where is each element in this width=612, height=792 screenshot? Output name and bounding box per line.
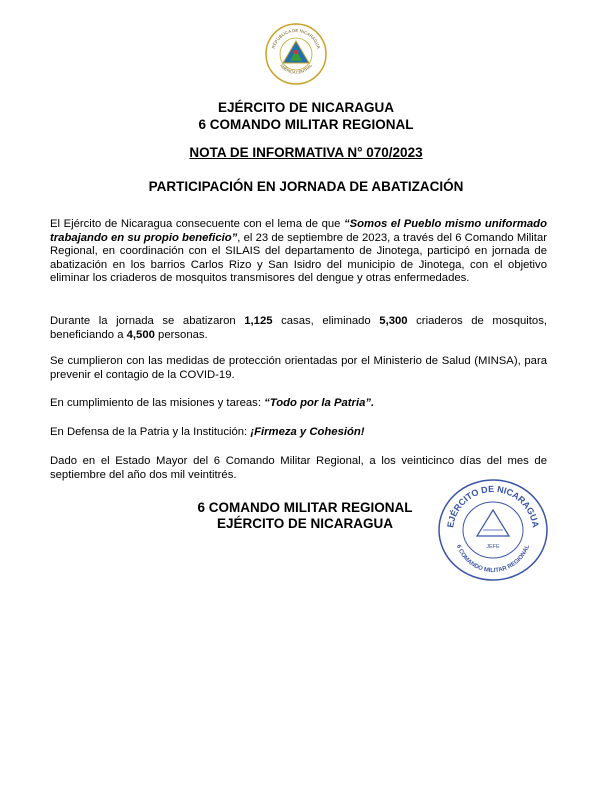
paragraph-1-body: , el 23 de septiembre de 2023, a través del 6 Comando Militar Regional, en coordinación con el SILAIS del departamento de Jinotega, participó en jornada de abatización en los barrios Carlos Rizo y San Isidro del municipio de Jinotega, con el objetivo eliminar los criaderos de mosquitos transmisores del dengue y otras enfermedades. (50, 231, 547, 284)
paragraph-2-mid: casas, eliminado (272, 315, 380, 327)
paragraph-5 (50, 426, 547, 440)
seal-top-text: REPÚBLICA DE NICARAGUA (270, 27, 322, 50)
header-institution: EJÉRCITO DE NICARAGUA (217, 100, 395, 115)
note-subject: PARTICIPACIÓN EN JORNADA DE ABATIZACIÓN (148, 179, 464, 194)
paragraph-2-mid2: criaderos de mosquitos, beneficiando a (50, 315, 547, 341)
stamp-top-text: EJÉRCITO DE NICARAGUA (445, 483, 541, 529)
paragraph-1 (50, 218, 547, 286)
national-seal-icon (265, 23, 327, 85)
paragraph-5-intro: En Defensa de la Patria y la Institución: (50, 426, 251, 438)
paragraph-2-end: personas. (154, 328, 208, 341)
motto-firmeza-y-cohesion: ¡Firmeza y Cohesión! (250, 426, 365, 438)
breeding-sites-count: 5,300 (379, 315, 408, 327)
motto-todo-por-la-patria: “Todo por la Patria”. (264, 397, 375, 409)
signoff-command: 6 COMANDO MILITAR REGIONAL (197, 500, 413, 515)
official-stamp-icon (437, 478, 549, 582)
note-title: NOTA DE INFORMATIVA N° 070/2023 (189, 145, 423, 160)
header-command: 6 COMANDO MILITAR REGIONAL (198, 117, 414, 132)
houses-count: 1,125 (244, 315, 273, 327)
signoff-institution: EJÉRCITO DE NICARAGUA (216, 516, 394, 531)
seal-bottom-text: AMÉRICA CENTRAL (278, 62, 314, 75)
institutional-motto: “Somos el Pueblo mismo uniformado trabajando en su propio beneficio” (50, 218, 547, 244)
paragraph-4 (50, 397, 547, 411)
paragraph-1-intro: El Ejército de Nicaragua consecuente con el lema de que (50, 218, 344, 230)
paragraph-4-intro: En cumplimiento de las misiones y tareas: (50, 397, 265, 409)
people-count: 4,500 (126, 328, 155, 341)
stamp-center-text: JEFE (486, 544, 500, 550)
stamp-bottom-text: 6 COMANDO MILITAR REGIONAL (454, 544, 532, 575)
paragraph-6: Dado en el Estado Mayor del 6 Comando Militar Regional, a los veinticinco días del mes de septiembre del año dos mil veintitrés. (50, 455, 547, 481)
paragraph-2-intro: Durante la jornada se abatizaron (50, 315, 245, 327)
paragraph-3: Se cumplieron con las medidas de protección orientadas por el Ministerio de Salud (MINSA), para prevenir el contagio de la COVID-19. (50, 355, 547, 381)
paragraph-2 (50, 315, 547, 342)
